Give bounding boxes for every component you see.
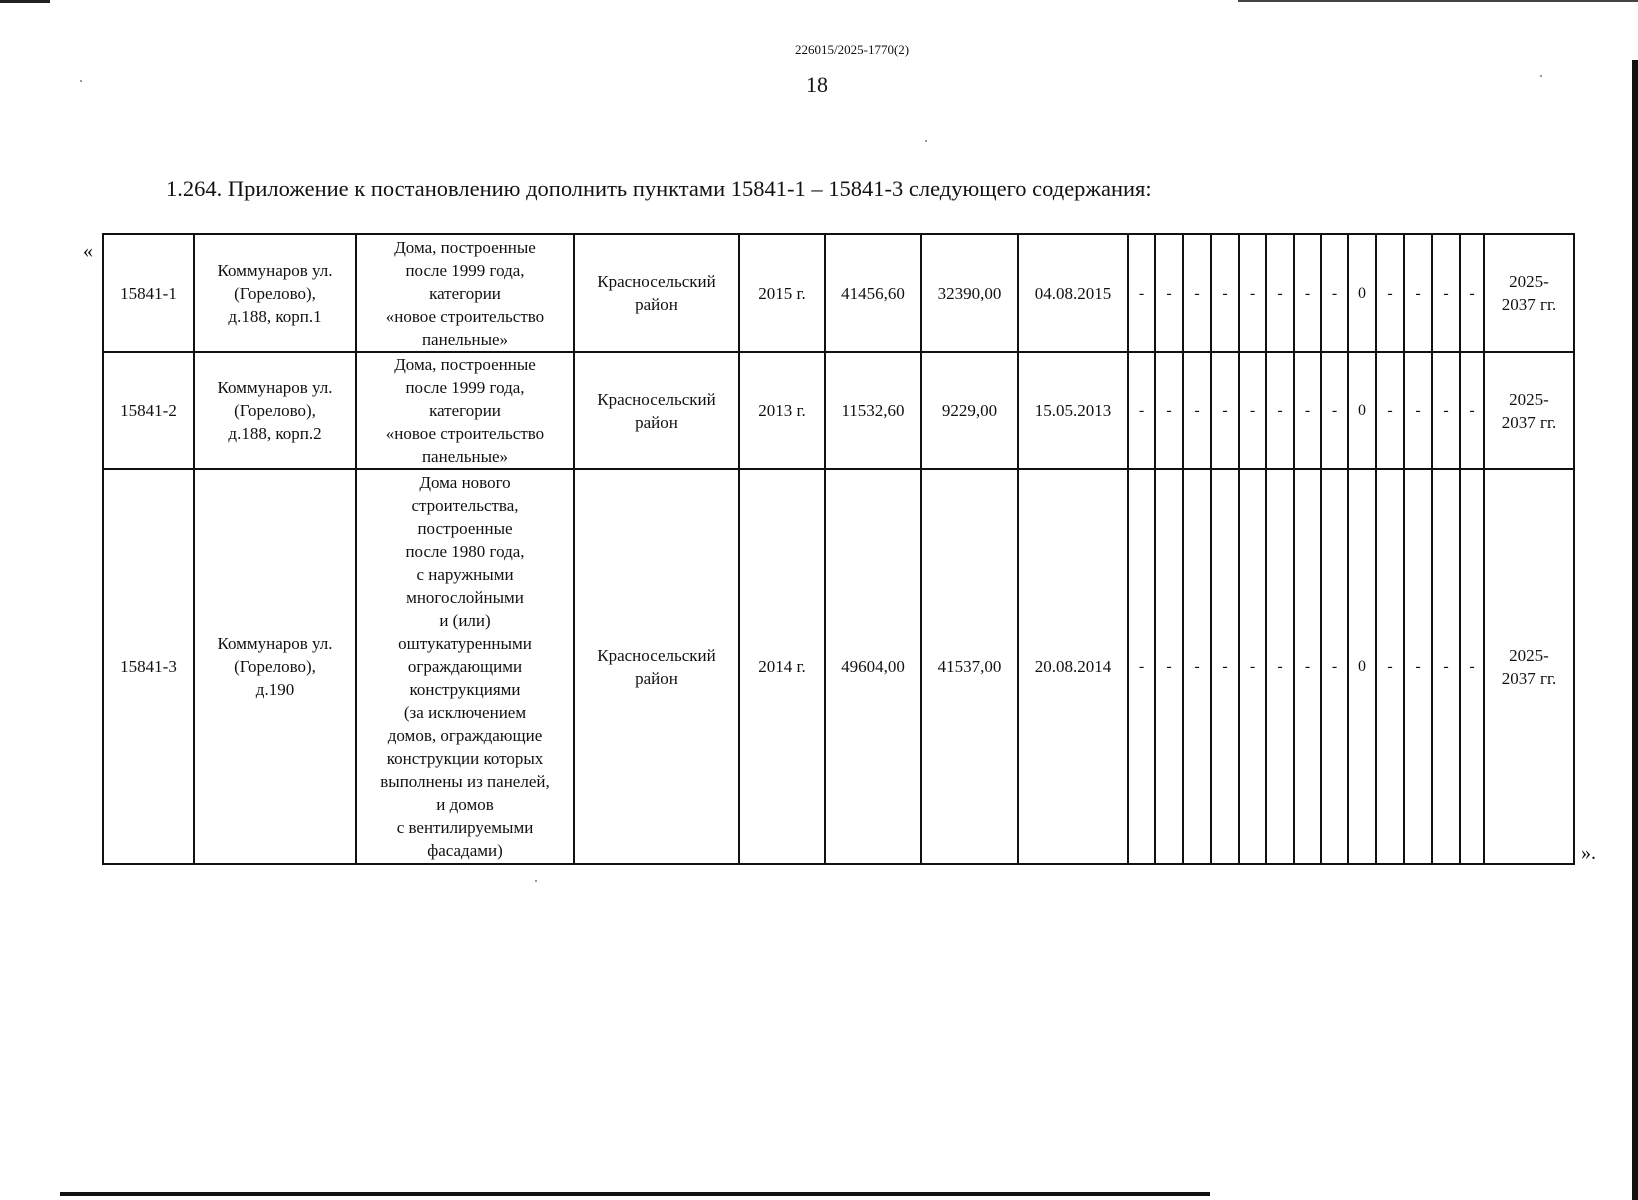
cell-address-line: (Горелово), (234, 401, 316, 420)
cell-address (194, 352, 356, 469)
cell-work-mark: - (1376, 469, 1404, 864)
cell-building-category-line: категории (429, 283, 501, 303)
cell-address-line: (Горелово), (234, 657, 316, 676)
cell-work-mark: - (1155, 469, 1183, 864)
cell-living-area: 41537,00 (921, 469, 1018, 864)
cell-period-line: 2037 гг. (1501, 668, 1557, 688)
cell-work-mark: - (1460, 469, 1484, 864)
cell-total-area: 49604,00 (825, 469, 921, 864)
cell-building-category-line: фасадами) (427, 841, 503, 860)
cell-period (1484, 234, 1574, 352)
cell-address-line: Коммунаров ул. (217, 260, 333, 280)
cell-building-category-line: с вентилируемыми (396, 818, 534, 837)
table-row (103, 469, 1574, 864)
cell-district-line: район (635, 295, 678, 314)
cell-year-built: 2014 г. (739, 469, 825, 864)
cell-building-category-line: построенные (417, 519, 513, 538)
cell-address-line: (Горелово), (234, 283, 316, 303)
cell-building-category-line: Дома нового (419, 473, 511, 492)
cell-building-category-line: «новое строительство (385, 424, 545, 443)
cell-building-category-line: выполнены из панелей, (380, 772, 550, 791)
scan-speck (1540, 75, 1542, 77)
cell-work-mark: - (1432, 469, 1460, 864)
cell-item-number: 15841-3 (103, 469, 194, 864)
cell-work-mark: - (1432, 234, 1460, 352)
cell-year-built: 2013 г. (739, 352, 825, 469)
cell-period (1484, 352, 1574, 469)
opening-quote: « (83, 240, 93, 262)
cell-year-built: 2015 г. (739, 234, 825, 352)
cell-building-category-line: после 1980 года, (405, 542, 525, 561)
cell-work-mark: - (1432, 352, 1460, 469)
cell-period-line: 2025- (1509, 272, 1549, 291)
cell-address-line: д.190 (255, 680, 295, 699)
cell-building-category-line: оштукатуренными (398, 634, 532, 653)
cell-district-line: Красносельский (597, 272, 716, 291)
cell-work-mark: - (1294, 352, 1321, 469)
cell-address (194, 234, 356, 352)
cell-building-category (356, 469, 574, 864)
cell-building-category-line: Дома, построенные (394, 355, 536, 374)
scan-speck (535, 880, 537, 882)
cell-work-mark: - (1211, 469, 1239, 864)
cell-building-category-line: ограждающими (407, 657, 523, 676)
cell-building-category-line: панельные» (421, 329, 509, 349)
cell-work-mark: - (1211, 234, 1239, 352)
cell-address-line: Коммунаров ул. (217, 378, 333, 397)
cell-work-mark: - (1266, 469, 1294, 864)
cell-building-category-line: конструкциями (409, 680, 521, 699)
scan-speck (925, 140, 927, 142)
cell-work-mark: - (1239, 234, 1266, 352)
cell-work-mark: 0 (1348, 469, 1376, 864)
cell-building-category-line: и (или) (439, 611, 491, 630)
cell-work-mark: - (1183, 469, 1211, 864)
cell-period-line: 2025- (1509, 645, 1549, 665)
cell-date: 15.05.2013 (1018, 352, 1128, 469)
cell-total-area: 41456,60 (825, 234, 921, 352)
cell-item-number: 15841-1 (103, 234, 194, 352)
cell-period-line: 2037 гг. (1501, 412, 1557, 432)
cell-work-mark: - (1266, 234, 1294, 352)
cell-address-line: Коммунаров ул. (217, 634, 333, 653)
scan-edge-mark (0, 0, 50, 3)
closing-quote: ». (1581, 842, 1596, 864)
cell-period-line: 2025- (1509, 389, 1549, 409)
cell-work-mark: - (1404, 469, 1432, 864)
cell-district (574, 469, 739, 864)
cell-district-line: район (635, 668, 678, 688)
cell-work-mark: - (1404, 352, 1432, 469)
cell-work-mark: - (1239, 352, 1266, 469)
cell-district (574, 352, 739, 469)
cell-district (574, 234, 739, 352)
page-number: 18 (806, 72, 828, 97)
cell-work-mark: - (1294, 234, 1321, 352)
amendment-heading: 1.264. Приложение к постановлению дополнить пунктами 15841-1 – 15841-3 следующего содержания: (166, 176, 1152, 201)
cell-work-mark: - (1128, 234, 1155, 352)
cell-work-mark: 0 (1348, 234, 1376, 352)
cell-building-category-line: строительства, (411, 496, 519, 515)
document-id: 226015/2025-1770(2) (795, 42, 910, 57)
cell-building-category-line: категории (429, 401, 501, 420)
cell-work-mark: - (1460, 352, 1484, 469)
scan-speck (80, 80, 82, 82)
cell-total-area: 11532,60 (825, 352, 921, 469)
cell-work-mark: - (1128, 352, 1155, 469)
cell-living-area: 9229,00 (921, 352, 1018, 469)
cell-work-mark: - (1155, 234, 1183, 352)
cell-date: 04.08.2015 (1018, 234, 1128, 352)
cell-living-area: 32390,00 (921, 234, 1018, 352)
cell-district-line: район (635, 412, 678, 432)
cell-building-category-line: Дома, построенные (394, 237, 536, 257)
cell-work-mark: - (1404, 234, 1432, 352)
cell-item-number: 15841-2 (103, 352, 194, 469)
cell-work-mark: - (1155, 352, 1183, 469)
cell-work-mark: - (1211, 352, 1239, 469)
cell-district-line: Красносельский (597, 389, 716, 409)
cell-building-category-line: домов, ограждающие (387, 726, 543, 745)
cell-building-category (356, 352, 574, 469)
scan-edge-shadow (1632, 60, 1638, 1200)
cell-work-mark: - (1376, 234, 1404, 352)
cell-building-category-line: «новое строительство (385, 306, 545, 326)
cell-building-category-line: многослойными (406, 588, 524, 607)
scan-edge-mark (1238, 0, 1638, 2)
cell-work-mark: - (1183, 352, 1211, 469)
cell-work-mark: - (1266, 352, 1294, 469)
scan-bottom-rule (60, 1192, 1210, 1196)
cell-address-line: д.188, корп.1 (228, 306, 322, 326)
cell-work-mark: 0 (1348, 352, 1376, 469)
cell-district-line: Красносельский (597, 645, 716, 665)
cell-period-line: 2037 гг. (1501, 295, 1557, 314)
cell-building-category-line: конструкции которых (386, 749, 544, 768)
cell-building-category (356, 234, 574, 352)
cell-work-mark: - (1239, 469, 1266, 864)
cell-building-category-line: с наружными (416, 565, 514, 584)
cell-building-category-line: и домов (436, 795, 494, 814)
cell-building-category-line: после 1999 года, (405, 378, 525, 397)
cell-work-mark: - (1376, 352, 1404, 469)
cell-work-mark: - (1460, 234, 1484, 352)
cell-work-mark: - (1183, 234, 1211, 352)
cell-work-mark: - (1321, 469, 1348, 864)
buildings-table (102, 233, 1575, 865)
cell-building-category-line: панельные» (421, 447, 509, 466)
cell-address (194, 469, 356, 864)
table-row (103, 352, 1574, 469)
cell-work-mark: - (1321, 234, 1348, 352)
cell-work-mark: - (1128, 469, 1155, 864)
cell-work-mark: - (1294, 469, 1321, 864)
cell-building-category-line: (за исключением (403, 703, 527, 722)
cell-work-mark: - (1321, 352, 1348, 469)
cell-building-category-line: после 1999 года, (405, 260, 525, 280)
table-row (103, 234, 1574, 352)
cell-date: 20.08.2014 (1018, 469, 1128, 864)
cell-address-line: д.188, корп.2 (228, 424, 322, 443)
cell-period (1484, 469, 1574, 864)
